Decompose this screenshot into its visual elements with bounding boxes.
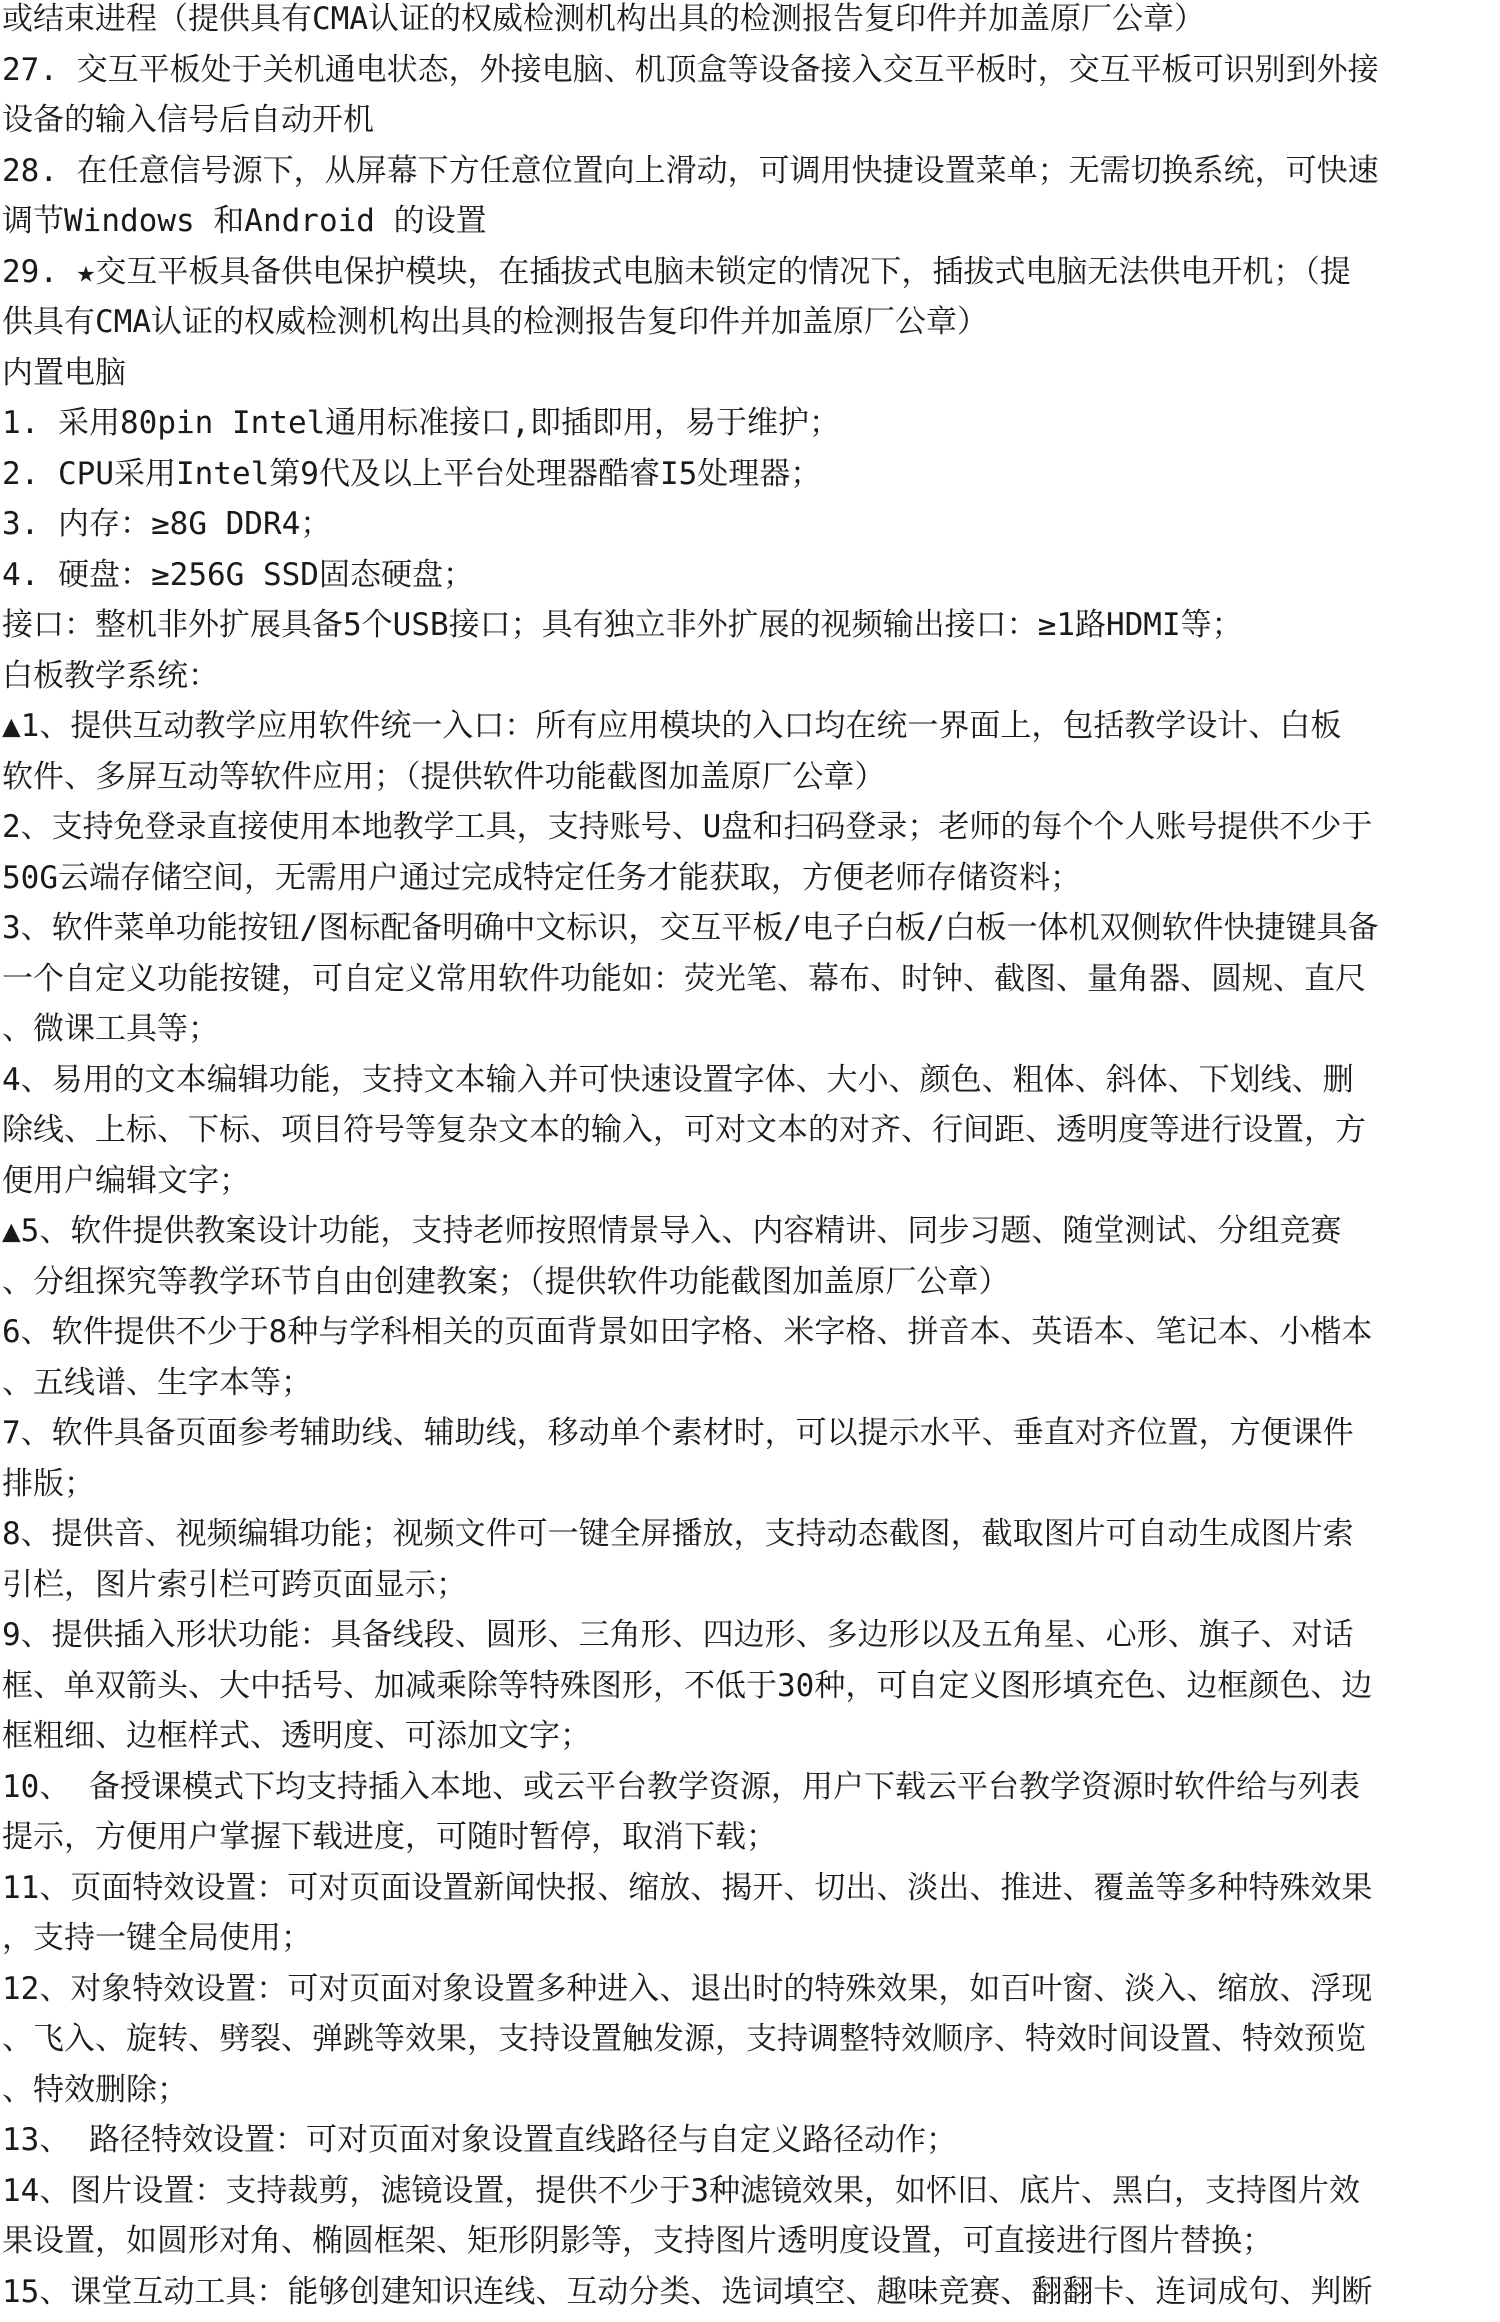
text-line: 内置电脑 (2, 354, 126, 391)
text-line: 框、单双箭头、大中括号、加减乘除等特殊图形，不低于30种，可自定义图形填充色、边框颜色、边 (2, 1667, 1373, 1704)
text-line: 3. 内存：≥8G DDR4； (2, 506, 332, 542)
text-line: 供具有CMA认证的权威检测机构出具的检测报告复印件并加盖原厂公章） (2, 304, 988, 340)
text-line: 28. 在任意信号源下，从屏幕下方任意位置向上滑动，可调用快捷设置菜单；无需切换系统，可快速 (2, 152, 1379, 189)
text-line: 、五线谱、生字本等； (2, 1364, 312, 1401)
text-line: 设备的输入信号后自动开机 (2, 102, 374, 138)
text-line: ▲1、提供互动教学应用软件统一入口：所有应用模块的入口均在统一界面上，包括教学设计、白板 (2, 708, 1342, 744)
text-line: 调节Windows 和Android 的设置 (2, 203, 487, 239)
text-line: 15、课堂互动工具：能够创建知识连线、互动分类、选词填空、趣味竞赛、翻翻卡、连词成句、判断 (2, 2273, 1373, 2310)
text-line: 1. 采用80pin Intel通用标准接口,即插即用，易于维护； (2, 405, 840, 441)
text-line: 2. CPU采用Intel第9代及以上平台处理器酷睿I5处理器； (2, 455, 822, 492)
text-line: 提示，方便用户掌握下载进度，可随时暂停，取消下载； (2, 1819, 777, 1855)
text-line: 8、提供音、视频编辑功能；视频文件可一键全屏播放，支持动态截图，截取图片可自动生成图片索 (2, 1516, 1354, 1552)
text-line: 一个自定义功能按键，可自定义常用软件功能如：荧光笔、幕布、时钟、截图、量角器、圆规、直尺 (2, 960, 1366, 997)
text-line: 4、易用的文本编辑功能，支持文本输入并可快速设置字体、大小、颜色、粗体、斜体、下划线、删 (2, 1061, 1354, 1098)
text-line: ▲5、软件提供教案设计功能，支持老师按照情景导入、内容精讲、同步习题、随堂测试、分组竞赛 (2, 1213, 1342, 1249)
text-line: 3、软件菜单功能按钮/图标配备明确中文标识，交互平板/电子白板/白板一体机双侧软件快捷键具备 (2, 910, 1379, 946)
text-line: 14、图片设置：支持裁剪，滤镜设置，提供不少于3种滤镜效果，如怀旧、底片、黑白，支持图片效 (2, 2172, 1360, 2209)
text-line: 果设置，如圆形对角、椭圆框架、矩形阴影等，支持图片透明度设置，可直接进行图片替换； (2, 2223, 1273, 2259)
text-line: 软件、多屏互动等软件应用；（提供软件功能截图加盖原厂公章） (2, 758, 886, 795)
text-line: 2、支持免登录直接使用本地教学工具，支持账号、U盘和扫码登录；老师的每个个人账号提供不少于 (2, 809, 1373, 845)
text-line: 12、对象特效设置：可对页面对象设置多种进入、退出时的特殊效果，如百叶窗、淡入、缩放、浮现 (2, 1970, 1373, 2007)
text-line: 便用户编辑文字； (2, 1162, 250, 1199)
text-line: 、特效删除； (2, 2071, 188, 2108)
text-line: 、分组探究等教学环节自由创建教案；（提供软件功能截图加盖原厂公章） (2, 1263, 1010, 1300)
text-line: 7、软件具备页面参考辅助线、辅助线，移动单个素材时，可以提示水平、垂直对齐位置，方便课件 (2, 1415, 1354, 1451)
text-line: 10、 备授课模式下均支持插入本地、或云平台教学资源，用户下载云平台教学资源时软件给与列表 (2, 1768, 1360, 1805)
text-line: 29. ★交互平板具备供电保护模块，在插拔式电脑未锁定的情况下，插拔式电脑无法供电开机；（提 (2, 253, 1351, 290)
text-line: 13、 路径特效设置：可对页面对象设置直线路径与自定义路径动作； (2, 2122, 957, 2158)
text-line: 6、软件提供不少于8种与学科相关的页面背景如田字格、米字格、拼音本、英语本、笔记本、小楷本 (2, 1314, 1373, 1350)
text-line: 除线、上标、下标、项目符号等复杂文本的输入，可对文本的对齐、行间距、透明度等进行设置，方 (2, 1112, 1366, 1148)
text-line: 50G云端存储空间，无需用户通过完成特定任务才能获取，方便老师存储资料； (2, 859, 1081, 896)
text-line: 或结束进程（提供具有CMA认证的权威检测机构出具的检测报告复印件并加盖原厂公章） (2, 1, 1205, 37)
text-line: ，支持一键全局使用； (2, 1920, 312, 1956)
text-line: 排版； (2, 1465, 95, 1502)
text-line: 框粗细、边框样式、透明度、可添加文字； (2, 1718, 591, 1754)
text-line: 白板教学系统： (2, 657, 219, 694)
text-line: 27. 交互平板处于关机通电状态，外接电脑、机顶盒等设备接入交互平板时，交互平板可识别到外接 (2, 51, 1379, 88)
text-line: 、飞入、旋转、劈裂、弹跳等效果，支持设置触发源，支持调整特效顺序、特效时间设置、特效预览 (2, 2021, 1366, 2057)
text-line: 4. 硬盘：≥256G SSD固态硬盘； (2, 556, 474, 593)
text-line: 11、页面特效设置：可对页面设置新闻快报、缩放、揭开、切出、淡出、推进、覆盖等多种特殊效果 (2, 1869, 1373, 1906)
text-line: 9、提供插入形状功能：具备线段、圆形、三角形、四边形、多边形以及五角星、心形、旗子、对话 (2, 1617, 1354, 1653)
text-line: 、微课工具等； (2, 1011, 219, 1047)
text-line: 接口：整机非外扩展具备5个USB接口；具有独立非外扩展的视频输出接口：≥1路HDMI等； (2, 607, 1243, 643)
text-line: 引栏，图片索引栏可跨页面显示； (2, 1566, 467, 1603)
